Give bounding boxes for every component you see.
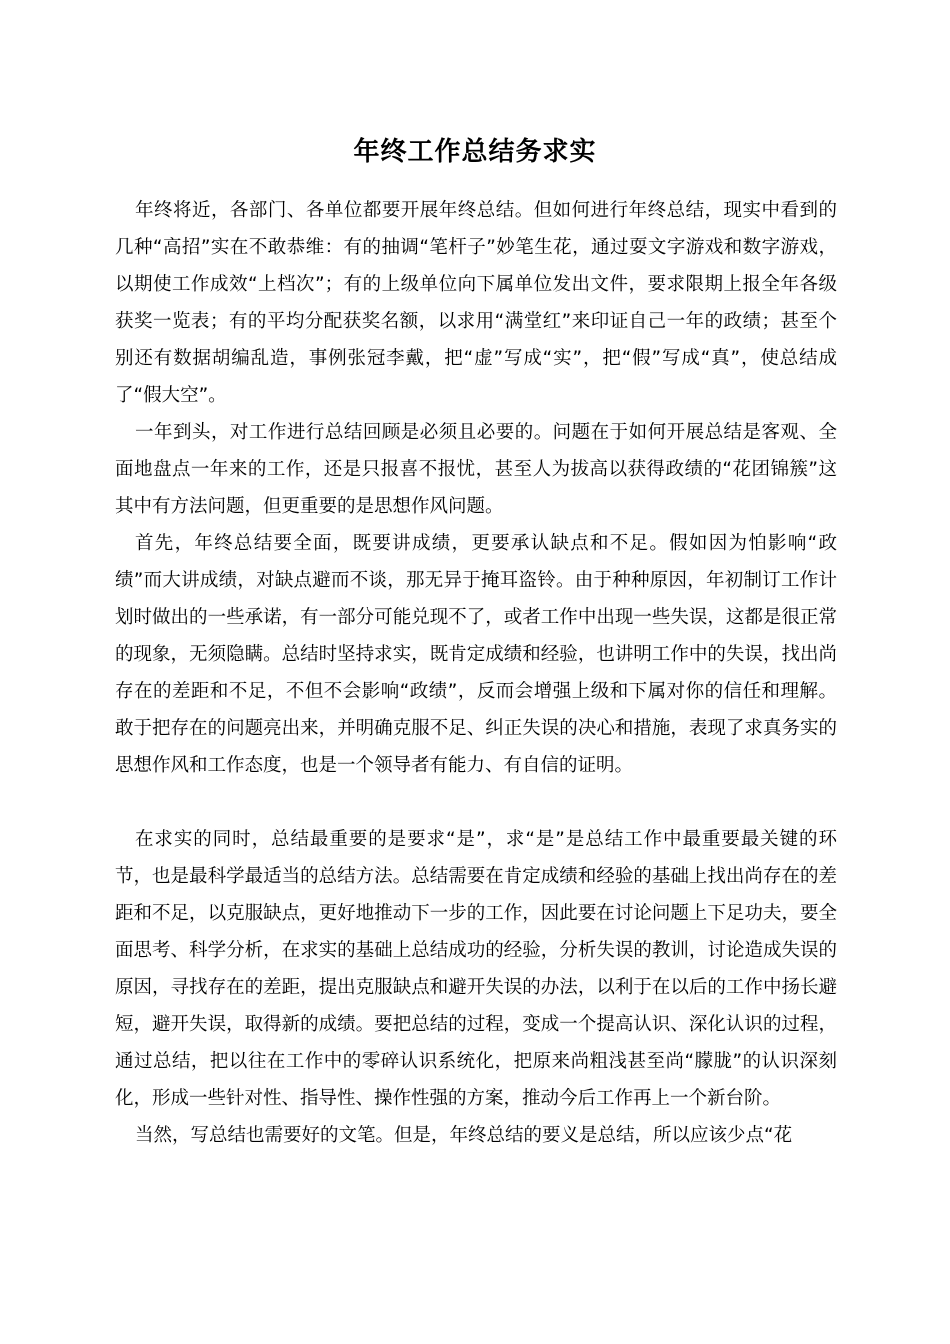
paragraph-2: 一年到头，对工作进行总结回顾是必须且必要的。问题在于如何开展总结是客观、全面地盘点一年来的工作，还是只报喜不报忧，甚至人为拔高以获得政绩的“花团锦簇”这其中有方法问题，但更重要的是思想作风问题。 — [115, 422, 837, 517]
document-body — [115, 192, 837, 1154]
document-title: 年终工作总结务求实 — [353, 137, 597, 167]
paragraph-4: 在求实的同时，总结最重要的是要求“是”，求“是”是总结工作中最重要最关键的环节，也是最科学最适当的总结方法。总结需要在肯定成绩和经验的基础上找出尚存在的差距和不足，以克服缺点，更好地推动下一步的工作，因此要在讨论问题上下足功夫，要全面思考、科学分析，在求实的基础上总结成功的经验，分析失误的教训，讨论造成失误的原因，寻找存在的差距，提出克服缺点和避开失误的办法，以利于在以后的工作中扬长避短，避开失误，取得新的成绩。要把总结的过程，变成一个提高认识、深化认识的过程，通过总结，把以往在工作中的零碎认识系统化，把原来尚粗浅甚至尚“朦胧”的认识深刻化，形成一些针对性、指导性、操作性强的方案，推动今后工作再上一个新台阶。 — [115, 829, 837, 1109]
paragraph-3: 首先，年终总结要全面，既要讲成绩，更要承认缺点和不足。假如因为怕影响“政绩”而大讲成绩，对缺点避而不谈，那无异于掩耳盗铃。由于种种原因，年初制订工作计划时做出的一些承诺，有一部分可能兑现不了，或者工作中出现一些失误，这都是很正常的现象，无须隐瞒。总结时坚持求实，既肯定成绩和经验，也讲明工作中的失误，找出尚存在的差距和不足，不但不会影响“政绩”，反而会增强上级和下属对你的信任和理解。敢于把存在的问题亮出来，并明确克服不足、纠正失误的决心和措施，表现了求真务实的思想作风和工作态度，也是一个领导者有能力、有自信的证明。 — [115, 533, 837, 776]
paragraph-1: 年终将近，各部门、各单位都要开展年终总结。但如何进行年终总结，现实中看到的几种“高招”实在不敢恭维：有的抽调“笔杆子”妙笔生花，通过耍文字游戏和数字游戏，以期使工作成效“上档次”；有的上级单位向下属单位发出文件，要求限期上报全年各级获奖一览表；有的平均分配获奖名额，以求用“满堂红”来印证自己一年的政绩；甚至个别还有数据胡编乱造，事例张冠李戴，把“虚”写成“实”，把“假”写成“真”，使总结成了“假大空”。 — [115, 200, 837, 406]
paragraph-5: 当然，写总结也需要好的文笔。但是，年终总结的要义是总结，所以应该少点“花 — [135, 1125, 793, 1146]
